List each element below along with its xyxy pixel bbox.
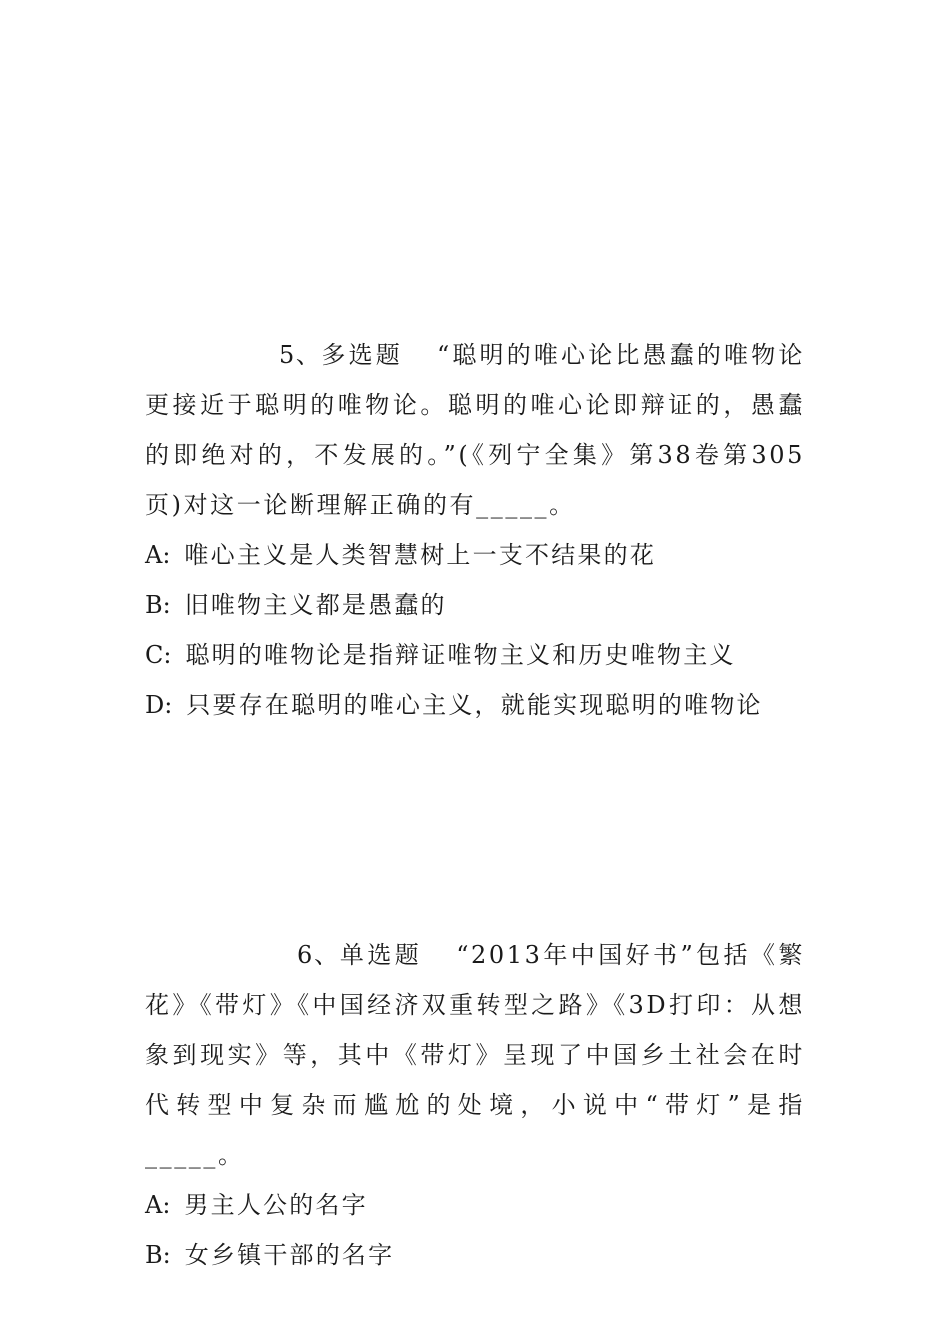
- question-5: [145, 330, 805, 730]
- question-type: 单选题: [339, 941, 423, 969]
- option-a: [145, 1180, 805, 1230]
- option-text: 只要存在聪明的唯心主义，就能实现聪明的唯物论: [186, 691, 763, 719]
- option-a: [145, 530, 805, 580]
- question-stem: [145, 930, 805, 1180]
- option-letter: D:: [145, 691, 173, 719]
- option-text: 旧唯物主义都是愚蠢的: [184, 591, 447, 619]
- option-b: [145, 580, 805, 630]
- question-6: [145, 930, 805, 1280]
- option-letter: A:: [145, 1191, 171, 1219]
- question-number: 5、: [279, 341, 322, 369]
- option-c: [145, 630, 805, 680]
- option-letter: B:: [145, 1241, 171, 1269]
- option-letter: C:: [145, 641, 172, 669]
- option-letter: B:: [145, 591, 171, 619]
- question-text: “聪明的唯心论比愚蠢的唯物论更接近于聪明的唯物论。聪明的唯心论即辩证的，愚蠢的即绝对的，不发展的。”(《列宁全集》第38卷第305页)对这一论断理解正确的有_____。: [145, 341, 805, 519]
- question-stem: [145, 330, 805, 530]
- question-type: 多选题: [321, 341, 403, 369]
- option-text: 男主人公的名字: [184, 1191, 368, 1219]
- option-b: [145, 1230, 805, 1280]
- option-letter: A:: [145, 541, 171, 569]
- question-number: 6、: [297, 941, 340, 969]
- question-text: “2013年中国好书”包括《繁花》《带灯》《中国经济双重转型之路》《3D打印：从想象到现实》等，其中《带灯》呈现了中国乡土社会在时代转型中复杂而尴尬的处境，小说中“带灯”是指_____。: [145, 941, 805, 1169]
- option-text: 女乡镇干部的名字: [184, 1241, 395, 1269]
- option-text: 唯心主义是人类智慧树上一支不结果的花: [184, 541, 657, 569]
- option-d: [145, 680, 805, 730]
- option-text: 聪明的唯物论是指辩证唯物主义和历史唯物主义: [185, 641, 736, 669]
